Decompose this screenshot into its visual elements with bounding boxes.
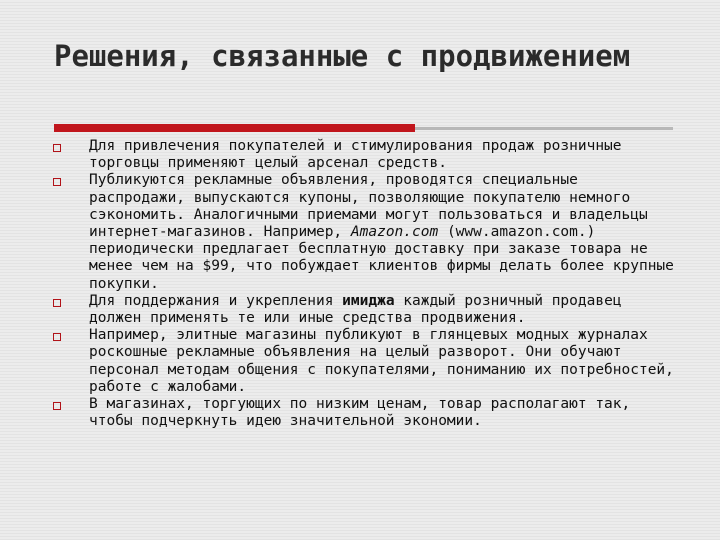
hollow-square-bullet-icon xyxy=(53,299,61,307)
bullet-item xyxy=(48,396,678,430)
bullet-text xyxy=(89,293,622,326)
bullet-item xyxy=(48,327,678,396)
bullet-item xyxy=(48,172,678,292)
bullet-strong: имиджа xyxy=(342,292,395,309)
bullet-text xyxy=(89,172,674,291)
hollow-square-bullet-icon xyxy=(53,402,61,410)
hollow-square-bullet-icon xyxy=(53,144,61,152)
bullet-item xyxy=(48,293,678,327)
title-underline-accent xyxy=(54,124,415,132)
bullet-text-part: каждый розничный продавец должен применять те или иные средства продвижения. xyxy=(89,292,622,327)
hollow-square-bullet-icon xyxy=(53,178,61,186)
bullet-list xyxy=(48,138,678,430)
bullet-text: Для привлечения покупателей и стимулирования продаж розничные торговцы применяют целый арсенал средств. xyxy=(89,138,622,172)
bullet-text-part: Для поддержания и укрепления xyxy=(89,292,343,309)
bullet-text: В магазинах, торгующих по низким ценам, товар располагают так, чтобы подчеркнуть идею значительной экономии. xyxy=(89,396,631,430)
bullet-item xyxy=(48,138,678,172)
bullet-emphasis: Amazon.com xyxy=(350,224,439,241)
hollow-square-bullet-icon xyxy=(53,333,61,341)
bullet-text-part: (www.amazon.com.) периодически предлагает бесплатную доставку при заказе товара не менее чем на $99, что побуждает клиентов фирмы делать более крупные покупки. xyxy=(89,224,674,292)
slide-title: Решения, связанные с продвижением xyxy=(54,39,631,73)
bullet-text: Например, элитные магазины публикуют в глянцевых модных журналах роскошные рекламные объявления на целый разворот. Они обучают персонал методам общения с покупателями, пониманию их потребностей, работе с жалобами. xyxy=(89,327,674,395)
title-underline-rule xyxy=(415,127,673,130)
bullet-text-part: Публикуются рекламные объявления, проводятся специальные распродажи, выпускаются купоны, позволяющие покупателю немного сэкономить. Аналогичными приемами могут пользоваться и владельцы интернет-магазинов. Например, xyxy=(89,172,648,241)
